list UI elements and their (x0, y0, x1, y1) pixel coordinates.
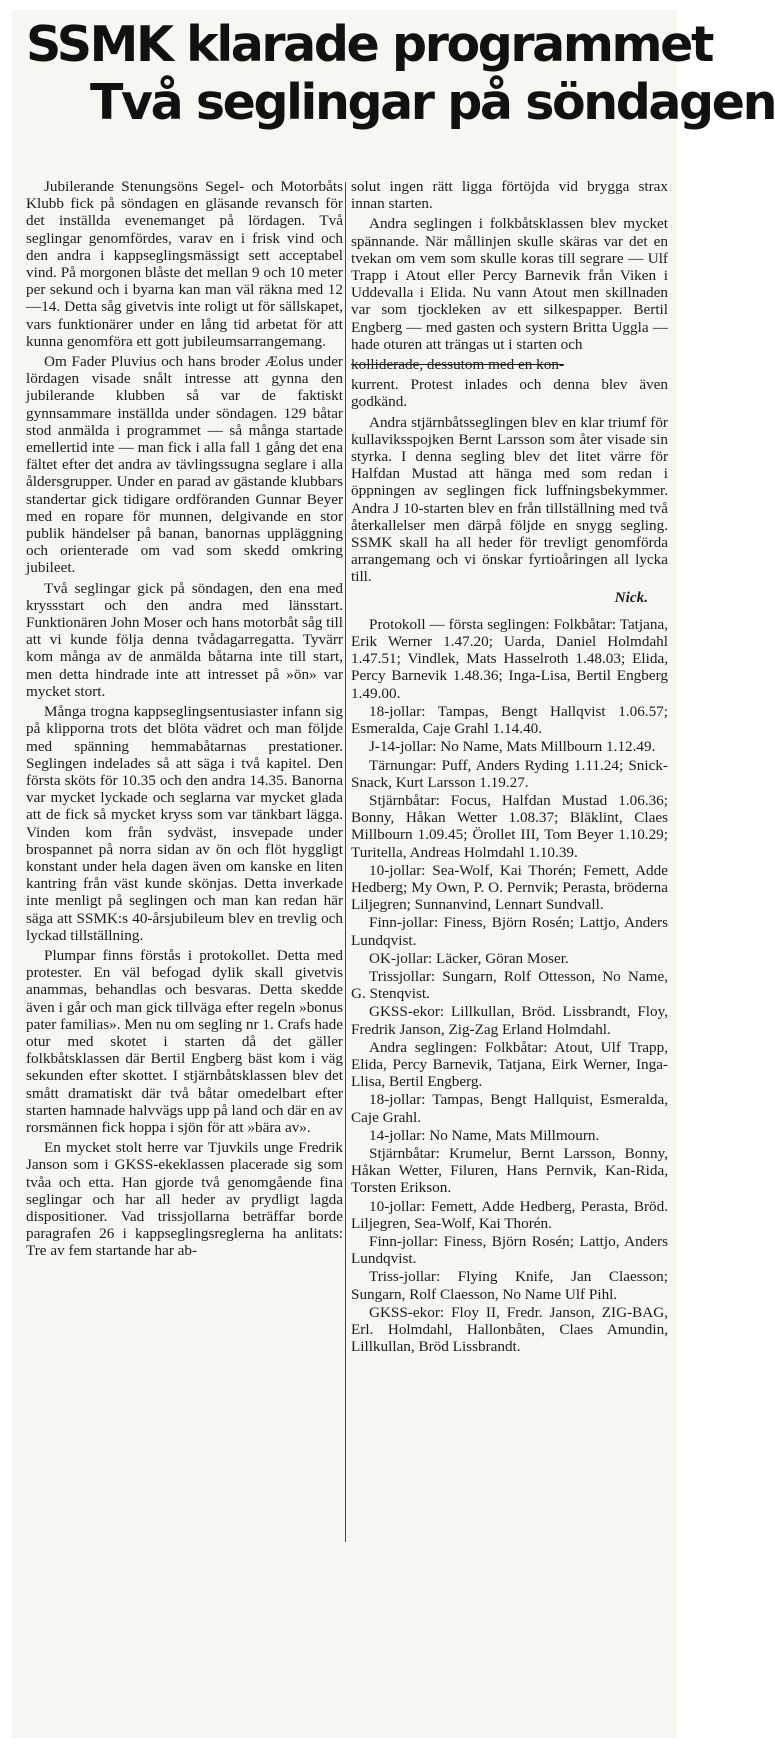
paragraph: Många trogna kappseglingsentusiaster infann sig på klipporna trots det blöta vädret och man följde med spänning hemmabåtarnas prestationer. Seglingen indelades så att säga i två kapitel. Den första sköts för 10.35 och den andra 14.35. Banorna var mycket lyckade och seglarna var mycket glada att de fick så mycket kryss som var tänkbart lägga. Vinden kom från sydväst, insvepade under brospannet på norra sidan av ön och flöt hyggligt konstant under hela dagen även om kanske en liten kantring från väst kunde skönjas. Detta inverkade inte menligt på seglingen och man kan redan här säga att SSMK:s 40-årsjubileum blev en trevlig och lyckad tillställning. (26, 703, 343, 944)
paragraph-continued: kurrent. Protest inlades och denna blev även godkänd. (351, 376, 668, 411)
results-entry: GKSS-ekor: Floy II, Fredr. Janson, ZIG-BAG, Erl. Holmdahl, Hallonbåten, Claes Amundin, Lillkullan, Bröd Lissbrandt. (351, 1303, 668, 1356)
paragraph: Två seglingar gick på söndagen, den ena med kryssstart och den andra med länsstart. Funktionären John Moser och hans motorbåt såg till att vi kunde följa denna tvådagarregatta. Tyvärr kom många av de anmälda båtarna inte till start, men detta hindrade inte att intresset på »ön» var mycket stort. (26, 579, 343, 700)
paragraph: Jubilerande Stenungsöns Segel- och Motorbåts Klubb fick på söndagen en gläsande revansch för det inställda evenemanget på lördagen. Två seglingar genomfördes, varav en i frisk vind och den andra i kappseglingsmässigt sett acceptabel vind. På morgonen blåste det mellan 9 och 10 meter per sekund och i byarna kan man väl räkna med 12—14. Detta såg givetvis inte roligt ut för sällskapet, vars funktionärer under en lång tid arbetat för att kunna genomföra ett gott jubileumsarrangemang. (26, 178, 343, 350)
results-entry: J-14-jollar: No Name, Mats Millbourn 1.12.49. (369, 738, 656, 756)
results-entry: Stjärnbåtar: Krumelur, Bernt Larsson, Bonny, Håkan Wetter, Filuren, Hans Pernvik, Kan-Rida, Torsten Erikson. (351, 1144, 668, 1197)
column-divider (345, 182, 346, 1542)
paragraph: Andra seglingen i folkbåtsklassen blev mycket spännande. När mållinjen skulle skäras var det en tvekan om vem som skulle koras till segrare — Ulf Trapp i Atout eller Percy Barnevik från Viken i Uddevalla i Elida. Nu vann Atout men skillnaden var som tjockleken av ett silkespapper. Bertil Engberg — med gasten och systern Britta Uggla — hade oturen att trängas ut i starten och (351, 215, 668, 353)
right-column (351, 178, 668, 1356)
struck-through-line: kolliderade, dessutom med en kon- (351, 356, 564, 374)
newspaper-clipping (12, 10, 775, 1738)
results-entry: Trissjollar: Sungarn, Rolf Ottesson, No Name, G. Stenqvist. (351, 967, 668, 1003)
results-entry: 18-jollar: Tampas, Bengt Hallquist, Esmeralda, Caje Grahl. (351, 1091, 668, 1126)
paragraph: Andra stjärnbåtsseglingen blev en klar triumf för kullaviksspojken Bernt Larsson som åter visade sin styrka. I denna segling blev det litet värre för Halfdan Mustad att hänga med som redan i öppningen av seglingen fick luffningsbekymmer. Andra J 10-starten blev en från tillställning med två återkallelser men därpå följde en snygg segling. SSMK skall ha all heder för trevligt genomförda arrangemang och vi önskar fyrtioåringen all lycka till. (351, 413, 668, 586)
byline: Nick. (614, 588, 648, 606)
article-columns (12, 178, 677, 1738)
results-entry: 10-jollar: Femett, Adde Hedberg, Perasta, Bröd. Liljegren, Sea-Wolf, Kai Thorén. (351, 1197, 668, 1232)
results-entry: Tärnungar: Puff, Anders Ryding 1.11.24; Snick-Snack, Kurt Larsson 1.19.27. (351, 756, 668, 791)
results-entry: Triss-jollar: Flying Knife, Jan Claesson; Sungarn, Rolf Claesson, No Name Ulf Pihl. (351, 1268, 668, 1303)
results-entry: Finn-jollar: Finess, Björn Rosén; Lattjo, Anders Lundqvist. (351, 914, 668, 949)
paragraph: Om Fader Pluvius och hans broder Æolus under lördagen visade snålt intresse att gynna den jubilerande klubben så var de faktiskt gynnsammare inställda under söndagen. 129 båtar stod anmälda i programmet — så många startade emellertid inte — man fick i alla fall 1 gång det ena fältet efter det andra av tävlingssugna seglare i alla åldersgrupper. Under en parad av gästande klubbars standertar gick tidigare ordföranden Gunnar Beyer med en ropare för munnen, delgivande en stor publik händelser på banan, banornas uppläggning och orienterade om vad som skedd omkring jubileet. (26, 353, 343, 577)
headline-line-2: Två seglingar på söndagen (90, 74, 775, 131)
results-entry: Stjärnbåtar: Focus, Halfdan Mustad 1.06.36; Bonny, Håkan Wetter 1.08.37; Bläklint, Claes Millbourn 1.09.45; Örollet III, Tom Beyer 1.10.29; Turitella, Andreas Holmdahl 1.10.39. (351, 791, 668, 861)
results-entry: Finn-jollar: Finess, Björn Rosén; Lattjo, Anders Lundqvist. (351, 1232, 668, 1268)
results-entry: Andra seglingen: Folkbåtar: Atout, Ulf Trapp, Elida, Percy Barnevik, Tatjana, Eirk Werner, Inga-Llisa, Bertil Engberg. (351, 1038, 668, 1091)
left-column (26, 178, 343, 1263)
paragraph: En mycket stolt herre var Tjuvkils unge Fredrik Janson som i GKSS-ekeklassen placerade sig som tvåa och etta. Han gjorde två genomgående fina seglingar och har all heder av prydligt lagda dispositioner. Vad trissjollarna beträffar borde paragrafen 26 i kappseglingsreglerna ha anlitats: Tre av fem startande har ab- (26, 1139, 343, 1260)
results-entry: 10-jollar: Sea-Wolf, Kai Thorén; Femett, Adde Hedberg; My Own, P. O. Pernvik; Perasta, bröderna Liljegren; Sunnanvind, Lennart Sundvall. (351, 861, 668, 914)
headline-line-1: SSMK klarade programmet (26, 16, 712, 73)
results-entry: Protokoll — första seglingen: Folkbåtar: Tatjana, Erik Werner 1.47.20; Uarda, Daniel Holmdahl 1.47.51; Vindlek, Mats Hasselroth 1.48.03; Elida, Percy Barnevik 1.48.36; Inga-Lisa, Bertil Engberg 1.49.00. (351, 615, 668, 702)
paragraph-continued: solut ingen rätt ligga förtöjda vid brygga strax innan starten. (351, 178, 668, 213)
results-entry: 18-jollar: Tampas, Bengt Hallqvist 1.06.57; Esmeralda, Caje Grahl 1.14.40. (351, 702, 668, 738)
results-entry: GKSS-ekor: Lillkullan, Bröd. Lissbrandt, Floy, Fredrik Janson, Zig-Zag Erland Holmdahl. (351, 1003, 668, 1038)
results-entry: OK-jollar: Läcker, Göran Moser. (369, 949, 569, 967)
results-entry: 14-jollar: No Name, Mats Millmourn. (369, 1126, 600, 1144)
paragraph: Plumpar finns förstås i protokollet. Detta med protester. En väl befogad dylik skall givetvis anammas, behandlas och besvaras. Detta skedde även i går och man gick tillväga efter regeln »bonus pater familias». Men nu om segling nr 1. Crafs hade otur med skotet i starten då det gäller folkbåtsklassen där Bertil Engberg bäst kom i väg sekunden efter skottet. I stjärnbåtsklassen blev det smått dramatiskt där två båtar omedelbart efter starten hamnade halvvägs upp på land och där en av rorsmännen fick hoppa i sjön för att »bära av». (26, 946, 343, 1136)
